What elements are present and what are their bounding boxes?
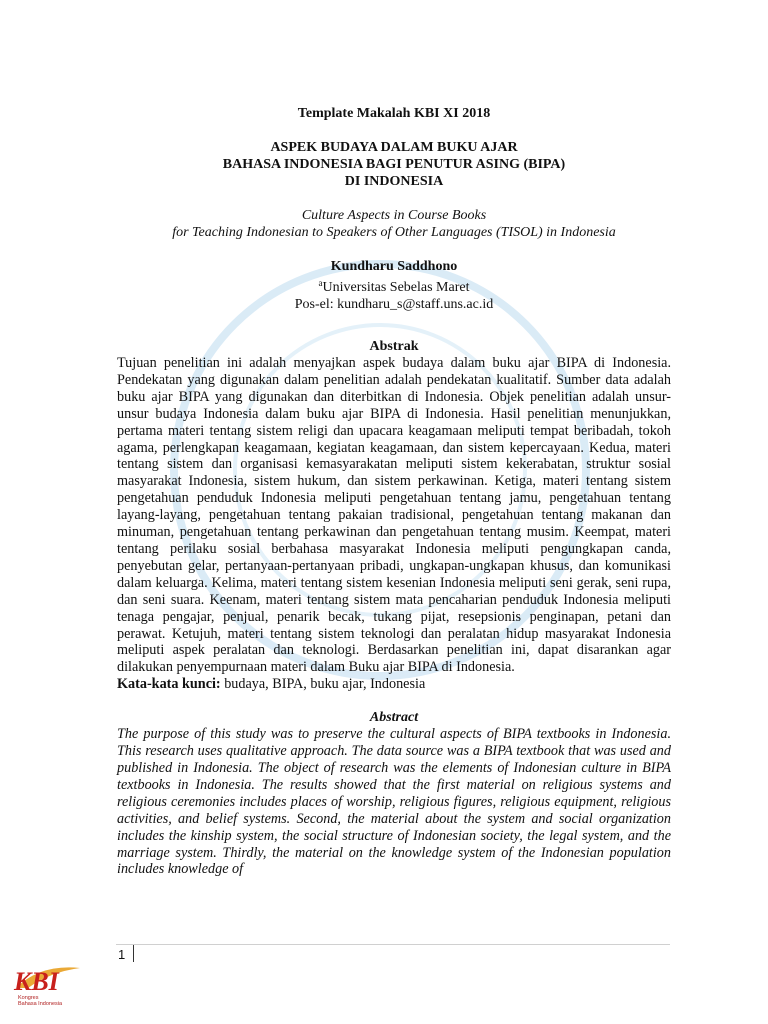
logo-text: KBI <box>14 967 59 996</box>
author-email: Pos-el: kundharu_s@staff.uns.ac.id <box>294 297 494 312</box>
paper-page <box>117 105 671 878</box>
abstrak-heading: Abstrak <box>369 339 419 354</box>
logo-caption-line-2: Bahasa Indonesia <box>18 1001 63 1007</box>
abstract-heading: Abstract <box>369 710 419 726</box>
keywords-line <box>117 676 671 693</box>
abstract-body: The purpose of this study was to preserve the cultural aspects of BIPA textbooks in Indonesia. This research uses qualitative approach. The data source was a BIPA textbook that was used and published in Indonesia. The object of research was the elements of Indonesian culture in BIPA textbooks in Indonesia. The results showed that the first material on religious systems and religious ceremonies includes places of worship, religious figures, religious equipment, religious activities, and belief systems. Second, the material about the system and social organization includes the kinship system, the social structure of Indonesian society, the legal system, and the marriage system. Thirdly, the material on the knowledge system of the Indonesian population includes knowledge of <box>117 726 671 878</box>
english-title-line-1: Culture Aspects in Course Books <box>301 208 487 223</box>
affiliation-mark: a <box>318 278 323 288</box>
english-title-line-2: for Teaching Indonesian to Speakers of Other Languages (TISOL) in Indonesia <box>172 225 616 240</box>
paper-title-line-3: DI INDONESIA <box>344 174 444 189</box>
page-number: 1 <box>118 947 126 962</box>
logo-caption <box>18 995 62 1007</box>
author-name: Kundharu Saddhono <box>330 259 458 274</box>
logo-caption-line-1: Kongres <box>18 995 39 1001</box>
author-affiliation <box>117 275 671 296</box>
paper-title-line-2: BAHASA INDONESIA BAGI PENUTUR ASING (BIPA) <box>222 157 566 172</box>
template-title: Template Makalah KBI XI 2018 <box>297 106 491 121</box>
paper-title-line-1: ASPEK BUDAYA DALAM BUKU AJAR <box>270 140 518 155</box>
keywords-list: budaya, BIPA, buku ajar, Indonesia <box>220 676 426 693</box>
abstrak-body: Tujuan penelitian ini adalah menyajkan aspek budaya dalam buku ajar BIPA di Indonesia. Pendekatan yang digunakan dalam penelitian adalah pendekatan kualitatif. Sumber data adalah buku ajar BIPA yang digunakan dan diterbitkan di Indonesia. Objek penelitian adalah unsur-unsur budaya Indonesia dalam buku ajar BIPA di Indonesia. Hasil penelitian menunjukkan, pertama materi tentang sistem religi dan upacara keagamaan meliputi tempat beribadah, tokoh agama, perlengkapan keagamaan, kegiatan keagamaan, dan sistem kepercayaan. Kedua, materi tentang sistem dan organisasi kemasyarakatan meliputi sistem kekerabatan, struktur sosial masyarakat Indonesia, sistem hukum, dan sistem perkawinan. Ketiga, materi tentang sistem pengetahuan penduduk Indonesia meliputi pengetahuan tentang jamu, pengetahuan tentang layang-layang, pengetahuan tentang pakaian tradisional, pengetahuan tentang makanan dan minuman, pengetahuan tentang perkawinan dan pengetahuan tentang musim. Keempat, materi tentang perilaku sosial berbahasa masyarakat Indonesia meliputi pengungkapan canda, penyebutan gelar, pertanyaan-pertanyaan pribadi, ungkapan-ungkapan khusus, dan komunikasi dalam keluarga. Kelima, materi tentang sistem kesenian Indonesia meliputi seni gerak, seni rupa, dan seni suara. Keenam, materi tentang sistem mata pencaharian penduduk Indonesia meliputi tenaga pengajar, penjual, penarik becak, tukang pijat, resepsionis penginapan, petani dan perawat. Ketujuh, materi tentang sistem teknologi dan peralatan hidup masyarakat Indonesia meliputi aspek peralatan dan teknologi. Berdasarkan penelitian ini, dapat disarankan agar dilakukan penyempurnaan materi dalam Buku ajar BIPA di Indonesia. <box>117 355 671 676</box>
keywords-label: Kata-kata kunci: <box>117 676 221 693</box>
page-number-separator <box>133 945 134 962</box>
footer-divider <box>116 944 670 945</box>
affiliation-text: Universitas Sebelas Maret <box>322 280 470 295</box>
